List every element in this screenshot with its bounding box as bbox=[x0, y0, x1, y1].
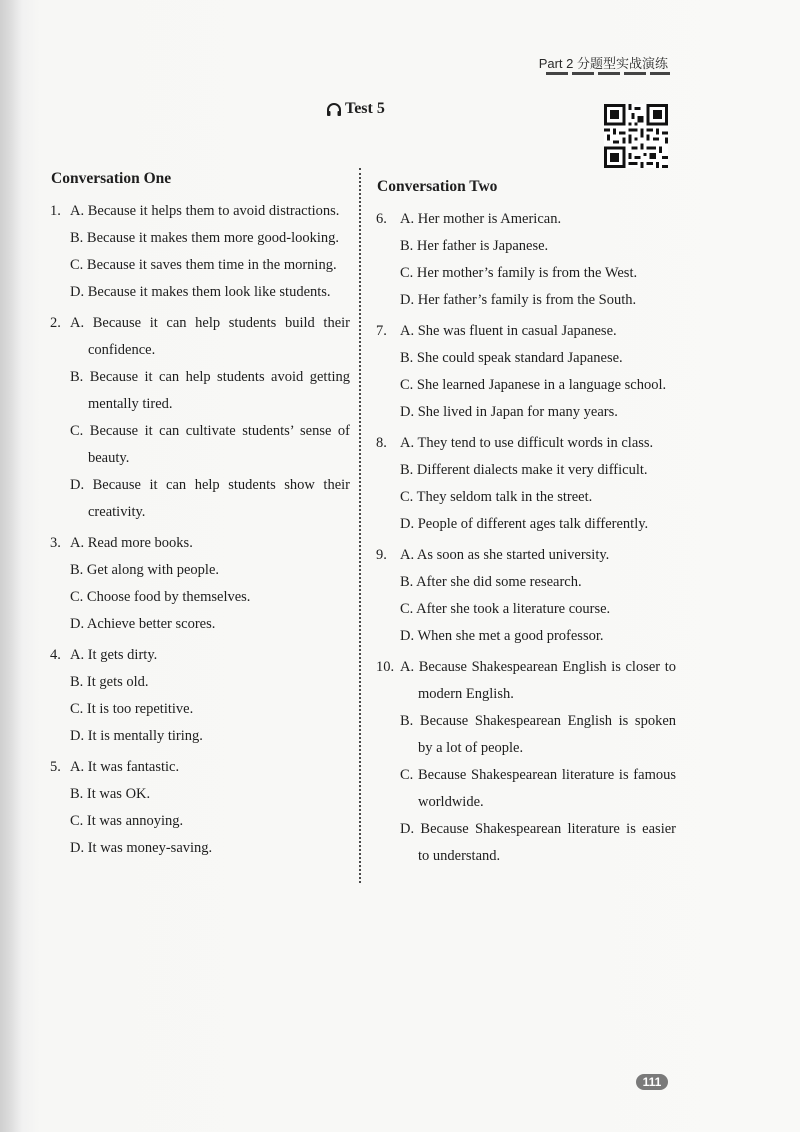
question-item bbox=[376, 206, 676, 314]
conversation-two bbox=[376, 176, 676, 874]
question-item bbox=[50, 530, 350, 638]
header-rule bbox=[546, 72, 670, 75]
conversation-two-questions bbox=[376, 206, 676, 870]
answer-option[interactable]: A. Because Shakespearean English is closer to modern English. bbox=[400, 659, 676, 702]
answer-option[interactable]: A. They tend to use difficult words in class. bbox=[400, 435, 654, 451]
answer-option[interactable]: D. It was money-saving. bbox=[70, 840, 213, 856]
answer-option[interactable]: B. Because Shakespearean English is spoken by a lot of people. bbox=[400, 713, 676, 756]
answer-option[interactable]: C. It is too repetitive. bbox=[70, 701, 194, 717]
answer-option[interactable]: C. Because Shakespearean literature is famous worldwide. bbox=[400, 767, 676, 810]
answer-option[interactable]: D. Her father’s family is from the South. bbox=[400, 292, 637, 308]
question-number: 2. bbox=[50, 315, 61, 331]
running-header bbox=[500, 52, 672, 78]
answer-option[interactable]: A. As soon as she started university. bbox=[400, 547, 610, 563]
answer-option[interactable]: A. Her mother is American. bbox=[400, 211, 562, 227]
answer-option[interactable]: B. Her father is Japanese. bbox=[400, 238, 549, 254]
answer-option[interactable]: D. Because Shakespearean literature is easier to understand. bbox=[400, 821, 676, 864]
test-title bbox=[326, 100, 385, 118]
answer-option[interactable]: C. They seldom talk in the street. bbox=[400, 489, 593, 505]
question-item bbox=[376, 542, 676, 650]
answer-option[interactable]: D. She lived in Japan for many years. bbox=[400, 404, 618, 420]
conversation-one-questions bbox=[50, 198, 350, 862]
answer-option[interactable]: C. Choose food by themselves. bbox=[70, 589, 251, 605]
answer-option[interactable]: C. It was annoying. bbox=[70, 813, 184, 829]
conversation-two-title: Conversation Two bbox=[377, 178, 498, 195]
answer-option[interactable]: D. When she met a good professor. bbox=[400, 628, 604, 644]
answer-option[interactable]: A. Because it helps them to avoid distractions. bbox=[70, 203, 340, 219]
answer-option[interactable]: B. After she did some research. bbox=[400, 574, 582, 590]
question-number: 9. bbox=[376, 547, 387, 563]
conversation-one bbox=[50, 168, 350, 866]
answer-option[interactable]: B. It gets old. bbox=[70, 674, 149, 690]
column-divider bbox=[359, 168, 361, 883]
answer-option[interactable]: A. It gets dirty. bbox=[70, 647, 158, 663]
question-item bbox=[50, 198, 350, 306]
answer-option[interactable]: D. Because it makes them look like students. bbox=[70, 284, 331, 300]
question-number: 4. bbox=[50, 647, 61, 663]
answer-option[interactable]: B. Different dialects make it very difficult. bbox=[400, 462, 648, 478]
question-number: 1. bbox=[50, 203, 61, 219]
headphones-icon bbox=[326, 102, 342, 117]
conversation-one-title: Conversation One bbox=[51, 170, 172, 187]
answer-option[interactable]: C. She learned Japanese in a language school. bbox=[400, 377, 667, 393]
qr-code-icon[interactable] bbox=[604, 104, 668, 168]
question-number: 5. bbox=[50, 759, 61, 775]
question-item bbox=[50, 754, 350, 862]
answer-option[interactable]: C. Because it can cultivate students’ sense of beauty. bbox=[70, 423, 350, 466]
question-item bbox=[50, 310, 350, 526]
answer-option[interactable]: D. Achieve better scores. bbox=[70, 616, 216, 632]
answer-option[interactable]: A. Read more books. bbox=[70, 535, 193, 551]
question-number: 10. bbox=[376, 659, 395, 675]
answer-option[interactable]: D. It is mentally tiring. bbox=[70, 728, 203, 744]
answer-option[interactable]: C. After she took a literature course. bbox=[400, 601, 611, 617]
question-number: 3. bbox=[50, 535, 61, 551]
test-title-text: Test 5 bbox=[345, 100, 385, 117]
answer-option[interactable]: B. She could speak standard Japanese. bbox=[400, 350, 623, 366]
answer-option[interactable]: D. Because it can help students show their creativity. bbox=[70, 477, 350, 520]
question-item bbox=[376, 318, 676, 426]
question-number: 8. bbox=[376, 435, 387, 451]
answer-option[interactable]: A. Because it can help students build their confidence. bbox=[70, 315, 350, 358]
answer-option[interactable]: C. Her mother’s family is from the West. bbox=[400, 265, 638, 281]
question-number: 6. bbox=[376, 211, 387, 227]
page-number: 111 bbox=[636, 1074, 668, 1090]
question-item bbox=[50, 642, 350, 750]
answer-option[interactable]: B. Because it makes them more good-looking. bbox=[70, 230, 340, 246]
answer-option[interactable]: A. She was fluent in casual Japanese. bbox=[400, 323, 617, 339]
answer-option[interactable]: C. Because it saves them time in the morning. bbox=[70, 257, 337, 273]
question-item bbox=[376, 430, 676, 538]
answer-option[interactable]: B. Because it can help students avoid getting mentally tired. bbox=[70, 369, 350, 412]
answer-option[interactable]: B. It was OK. bbox=[70, 786, 151, 802]
question-number: 7. bbox=[376, 323, 387, 339]
answer-option[interactable]: D. People of different ages talk differently. bbox=[400, 516, 649, 532]
answer-option[interactable]: B. Get along with people. bbox=[70, 562, 220, 578]
running-header-label: Part 2 分题型实战演练 bbox=[538, 56, 668, 71]
answer-option[interactable]: A. It was fantastic. bbox=[70, 759, 180, 775]
question-item bbox=[376, 654, 676, 870]
